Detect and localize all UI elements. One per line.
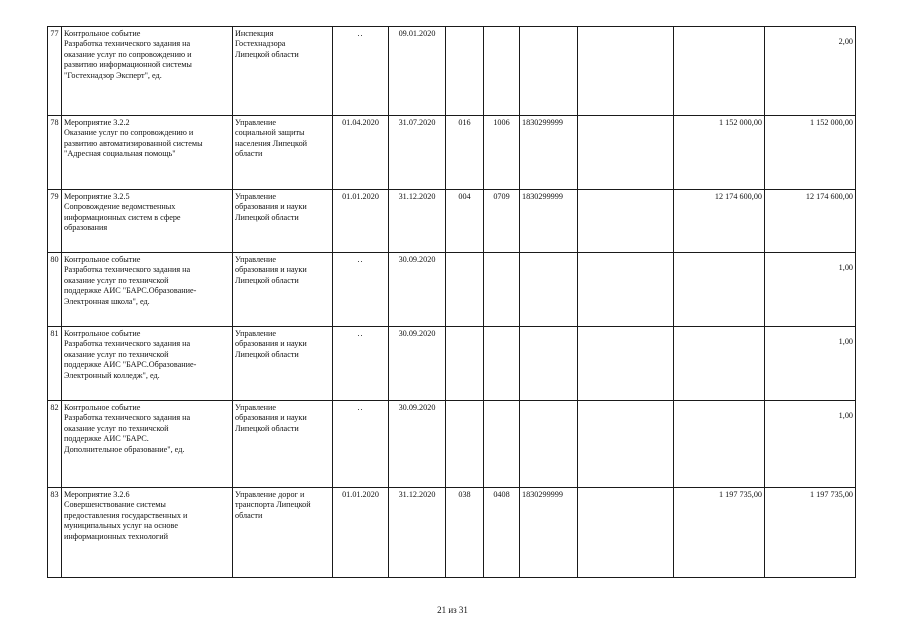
amount-cell: 1 197 735,00 [674,488,765,578]
value-cell: 1,00 [765,327,856,401]
amount-cell [674,327,765,401]
activity-name [62,488,233,578]
start-date: 01.04.2020 [333,116,389,190]
table-row [48,327,856,401]
executor-line: Управление [235,118,277,127]
start-date: .. [333,327,389,401]
executor-line: Липецкой области [235,349,299,359]
section-code [484,27,520,116]
end-date: 09.01.2020 [389,27,446,116]
executor-line: социальной защиты [235,128,305,138]
executor-line: образования и науки [235,265,307,275]
empty-cell [578,116,674,190]
empty-cell [578,488,674,578]
empty-cell [578,327,674,401]
activity-name-line: развитию автоматизированной системы [64,138,203,148]
section-code [484,327,520,401]
executor [233,401,333,488]
executor-line: образования и науки [235,339,307,349]
amount-cell [674,253,765,327]
amount-cell [674,401,765,488]
activity-name-line: Разработка технического задания на [64,339,191,349]
executor-line: образования и науки [235,202,307,212]
activity-name-line: Дополнительное образование", ед. [64,444,185,454]
activity-name-line: Электронная школа", ед. [64,296,150,306]
section-code: 1006 [484,116,520,190]
activity-name-line: Мероприятие 3.2.6 [64,490,130,499]
end-date: 30.09.2020 [389,253,446,327]
row-number: 78 [48,116,62,190]
page-number: 21 из 31 [437,605,468,615]
value-cell: 1 197 735,00 [765,488,856,578]
executor [233,190,333,253]
grbs-code: 004 [446,190,484,253]
activity-name-line: оказание услуг по техничской [64,423,169,433]
value-cell: 1,00 [765,253,856,327]
start-date: 01.01.2020 [333,488,389,578]
grbs-code [446,27,484,116]
empty-cell [578,190,674,253]
activity-name-line: Сопровождение ведомственных [64,202,176,212]
section-code: 0408 [484,488,520,578]
amount-cell [674,27,765,116]
section-code [484,253,520,327]
executor-line: Управление [235,192,277,201]
executor-line: Липецкой области [235,212,299,222]
activity-name-line: информационных систем в сфере [64,212,181,222]
activity-name-line: поддержке АИС "БАРС. [64,434,149,444]
executor [233,27,333,116]
table-row [48,253,856,327]
start-date: .. [333,253,389,327]
target-article-code: 1830299999 [520,190,578,253]
activity-name-line: Разработка технического задания на [64,265,191,275]
table-row [48,401,856,488]
grbs-code [446,327,484,401]
target-article-code [520,253,578,327]
executor [233,116,333,190]
activity-name [62,190,233,253]
value-cell: 1,00 [765,401,856,488]
executor-line: транспорта Липецкой [235,500,311,510]
activity-name-line: Контрольное событие [64,329,141,338]
activity-name-line: Мероприятие 3.2.2 [64,118,130,127]
activity-name-line: образования [64,223,108,233]
executor-line: Управление [235,255,277,264]
executor [233,327,333,401]
row-number: 83 [48,488,62,578]
target-article-code: 1830299999 [520,116,578,190]
activity-name-line: Контрольное событие [64,255,141,264]
activity-name-line: "Гостехнадзор Эксперт", ед. [64,70,162,80]
executor [233,253,333,327]
table-row [48,488,856,578]
activity-name-line: Разработка технического задания на [64,413,191,423]
executor-line: образования и науки [235,413,307,423]
activity-name-line: оказание услуг по техничской [64,275,169,285]
activity-name [62,253,233,327]
activity-name-line: муниципальных услуг на основе [64,521,178,531]
value-cell: 2,00 [765,27,856,116]
table-row [48,190,856,253]
empty-cell [578,27,674,116]
row-number: 82 [48,401,62,488]
table-row [48,27,856,116]
executor-line: Управление дорог и [235,490,305,499]
executor-line: Липецкой области [235,275,299,285]
executor-line: Инспекция [235,29,274,38]
executor-line: области [235,149,263,159]
end-date: 30.09.2020 [389,401,446,488]
activity-name-line: Мероприятие 3.2.5 [64,192,130,201]
activity-name [62,116,233,190]
activity-name-line: развитию информационной системы [64,60,192,70]
activity-name-line: предоставления государственных и [64,510,188,520]
empty-cell [578,253,674,327]
activity-name-line: "Адресная социальная помощь" [64,149,176,159]
activity-name-line: Контрольное событие [64,403,141,412]
target-article-code: 1830299999 [520,488,578,578]
activity-name [62,401,233,488]
executor [233,488,333,578]
executor-line: области [235,510,263,520]
activity-name-line: информационных технологий [64,531,169,541]
end-date: 31.07.2020 [389,116,446,190]
start-date: .. [333,27,389,116]
activity-name-line: Совершенствование системы [64,500,166,510]
activity-name-line: Контрольное событие [64,29,141,38]
start-date: 01.01.2020 [333,190,389,253]
end-date: 30.09.2020 [389,327,446,401]
row-number: 81 [48,327,62,401]
executor-line: Липецкой области [235,49,299,59]
executor-line: Липецкой области [235,423,299,433]
end-date: 31.12.2020 [389,190,446,253]
program-table [47,26,856,578]
start-date: .. [333,401,389,488]
table-body [48,27,856,578]
empty-cell [578,401,674,488]
section-code: 0709 [484,190,520,253]
grbs-code: 016 [446,116,484,190]
activity-name [62,327,233,401]
activity-name [62,27,233,116]
activity-name-line: Оказание услуг по сопровождению и [64,128,194,138]
grbs-code [446,253,484,327]
target-article-code [520,27,578,116]
table-row [48,116,856,190]
activity-name-line: поддержке АИС "БАРС.Образование- [64,360,197,370]
executor-line: Управление [235,329,277,338]
activity-name-line: поддержке АИС "БАРС.Образование- [64,286,197,296]
grbs-code [446,401,484,488]
row-number: 79 [48,190,62,253]
executor-line: Управление [235,403,277,412]
target-article-code [520,401,578,488]
executor-line: Гостехнадзора [235,39,286,49]
activity-name-line: Электронный колледж", ед. [64,370,160,380]
executor-line: населения Липецкой [235,138,308,148]
target-article-code [520,327,578,401]
activity-name-line: оказание услуг по техничской [64,349,169,359]
amount-cell: 12 174 600,00 [674,190,765,253]
row-number: 80 [48,253,62,327]
activity-name-line: Разработка технического задания на [64,39,191,49]
activity-name-line: оказание услуг по сопровождению и [64,49,192,59]
row-number: 77 [48,27,62,116]
grbs-code: 038 [446,488,484,578]
section-code [484,401,520,488]
value-cell: 1 152 000,00 [765,116,856,190]
value-cell: 12 174 600,00 [765,190,856,253]
amount-cell: 1 152 000,00 [674,116,765,190]
end-date: 31.12.2020 [389,488,446,578]
